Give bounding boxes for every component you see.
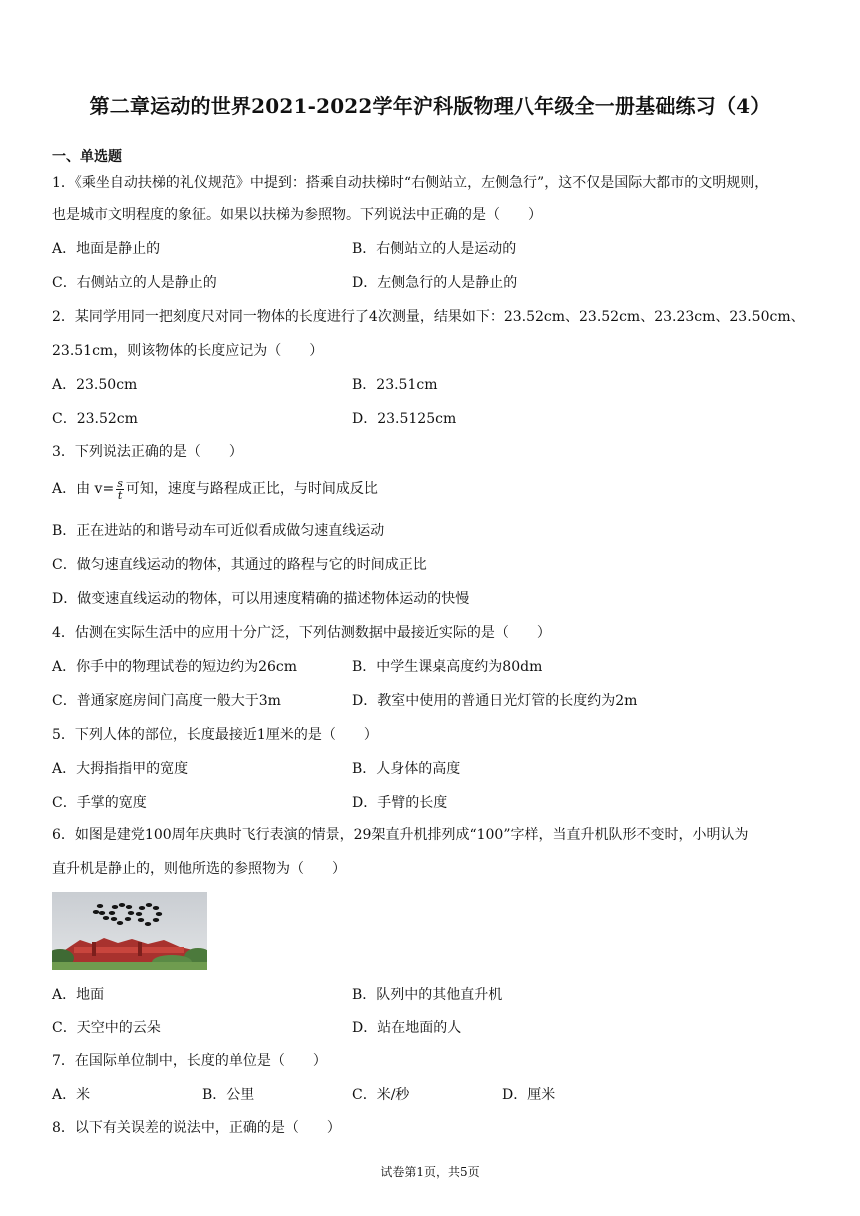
q1-option-a[interactable]: A．地面是静止的 (52, 241, 161, 257)
speed-fraction (116, 478, 124, 501)
q4-option-b[interactable]: B．中学生课桌高度约为80dm (352, 659, 543, 675)
q5-stem: 5．下列人体的部位，长度最接近1厘米的是（ ） (52, 727, 378, 743)
fraction-denominator: t (117, 488, 123, 502)
q1-stem-line1: 1．《乘坐自动扶梯的礼仪规范》中提到：搭乘自动扶梯时“右侧站立，左侧急行”，这不仅是国际大都市的文明规则， (52, 175, 769, 191)
q3-option-c[interactable]: C．做匀速直线运动的物体，其通过的路程与它的时间成正比 (52, 557, 427, 573)
q6-option-c[interactable]: C．天空中的云朵 (52, 1020, 161, 1036)
q7-option-a[interactable]: A．米 (52, 1087, 91, 1103)
q4-option-d[interactable]: D．教室中使用的普通日光灯管的长度约为2m (352, 693, 638, 709)
q1-option-b[interactable]: B．右侧站立的人是运动的 (352, 241, 517, 257)
q5-option-b[interactable]: B．人身体的高度 (352, 761, 461, 777)
q4-option-c[interactable]: C．普通家庭房间门高度一般大于3m (52, 693, 281, 709)
q7-option-d[interactable]: D．厘米 (502, 1087, 556, 1103)
q8-stem: 8．以下有关误差的说法中，正确的是（ ） (52, 1120, 341, 1136)
q3-stem: 3．下列说法正确的是（ ） (52, 444, 243, 460)
q2-option-b[interactable]: B．23.51cm (352, 377, 438, 393)
q7-option-b[interactable]: B．公里 (202, 1087, 255, 1103)
q2-stem-line2: 23.51cm，则该物体的长度应记为（ ） (52, 343, 324, 359)
q4-option-a[interactable]: A．你手中的物理试卷的短边约为26cm (52, 659, 298, 675)
section-heading: 一、单选题 (52, 149, 122, 165)
q5-option-a[interactable]: A．大拇指指甲的宽度 (52, 761, 189, 777)
q1-option-d[interactable]: D．左侧急行的人是静止的 (352, 275, 518, 291)
q2-option-d[interactable]: D．23.5125cm (352, 411, 457, 427)
helicopter-formation-photo (52, 892, 207, 970)
page-title: 第二章运动的世界2021-2022学年沪科版物理八年级全一册基础练习（4） (89, 94, 771, 118)
q7-stem: 7．在国际单位制中，长度的单位是（ ） (52, 1053, 327, 1069)
q5-option-d[interactable]: D．手臂的长度 (352, 795, 448, 811)
q6-stem-line2: 直升机是静止的，则他所选的参照物为（ ） (52, 861, 346, 877)
q3-option-a[interactable] (52, 474, 378, 504)
q3-option-b[interactable]: B．正在进站的和谐号动车可近似看成做匀速直线运动 (52, 523, 385, 539)
page-footer: 试卷第1页，共5页 (380, 1165, 480, 1179)
q3-option-a-prefix: A．由 v= (52, 481, 115, 497)
q2-stem-line1: 2．某同学用同一把刻度尺对同一物体的长度进行了4次测量，结果如下：23.52cm、23.52cm、23.23cm、23.50cm、 (52, 309, 805, 325)
q2-option-a[interactable]: A．23.50cm (52, 377, 138, 393)
q1-stem-line2: 也是城市文明程度的象征。如果以扶梯为参照物。下列说法中正确的是（ ） (52, 207, 542, 223)
q3-option-a-suffix: 可知，速度与路程成正比，与时间成反比 (125, 481, 378, 497)
fraction-numerator: s (117, 476, 123, 490)
q6-option-b[interactable]: B．队列中的其他直升机 (352, 987, 503, 1003)
q5-option-c[interactable]: C．手掌的宽度 (52, 795, 147, 811)
q3-option-d[interactable]: D．做变速直线运动的物体，可以用速度精确的描述物体运动的快慢 (52, 591, 470, 607)
q6-option-d[interactable]: D．站在地面的人 (352, 1020, 462, 1036)
q1-option-c[interactable]: C．右侧站立的人是静止的 (52, 275, 217, 291)
q6-stem-line1: 6．如图是建党100周年庆典时飞行表演的情景，29架直升机排列成“100”字样，当直升机队形不变时，小明认为 (52, 827, 749, 843)
q4-stem: 4．估测在实际生活中的应用十分广泛，下列估测数据中最接近实际的是（ ） (52, 625, 551, 641)
q7-option-c[interactable]: C．米/秒 (352, 1087, 410, 1103)
q2-option-c[interactable]: C．23.52cm (52, 411, 138, 427)
q6-option-a[interactable]: A．地面 (52, 987, 105, 1003)
